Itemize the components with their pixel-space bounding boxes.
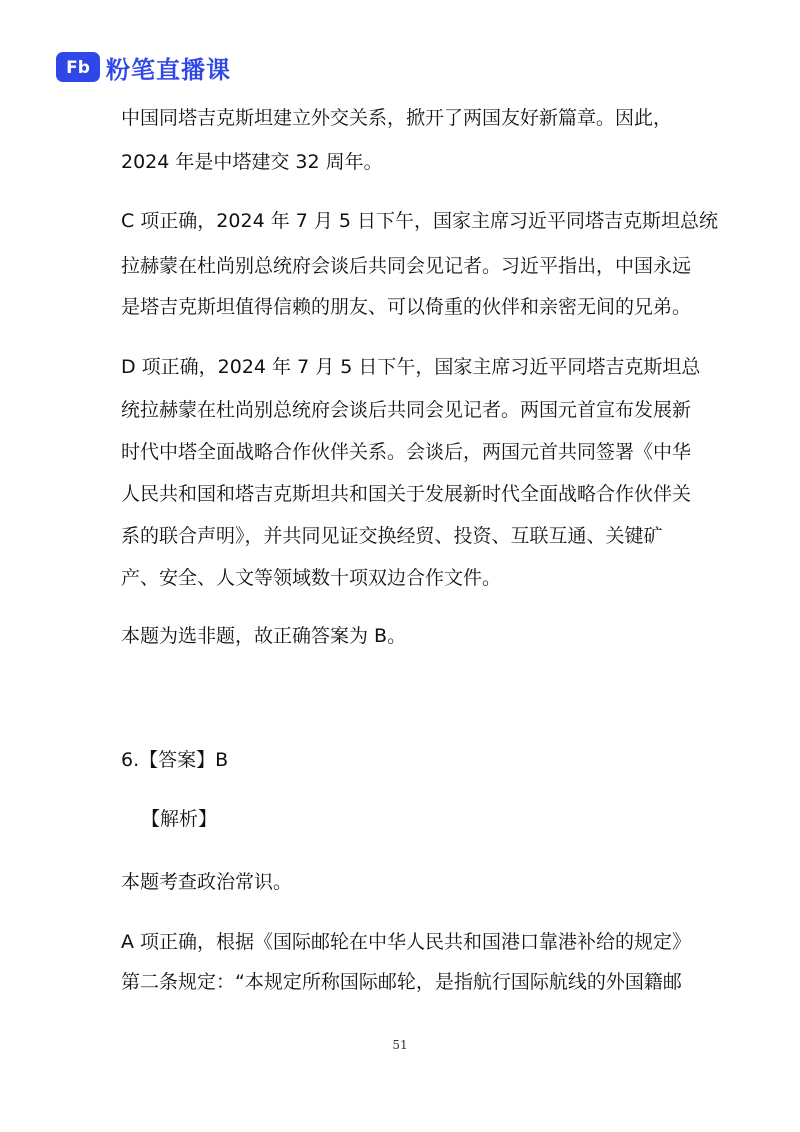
logo-text: Fb: [66, 58, 90, 78]
page-number: 51: [392, 1038, 408, 1052]
analysis-heading: 【解析】: [141, 808, 218, 830]
text-line: 系的联合声明》，并共同见证交换经贸、投资、互联互通、关键矿: [121, 525, 663, 547]
answer-heading: 6.【答案】B: [121, 749, 229, 771]
text-line: D 项正确，2024 年 7 月 5 日下午，国家主席习近平同塔吉克斯坦总: [121, 356, 701, 378]
text-line: 统拉赫蒙在杜尚别总统府会谈后共同会见记者。两国元首宣布发展新: [121, 399, 692, 421]
text-line: 产、安全、人文等领域数十项双边合作文件。: [121, 567, 502, 589]
text-line: 2024 年是中塔建交 32 周年。: [121, 151, 383, 173]
brand-header: [56, 50, 231, 84]
text-line: 本题考查政治常识。: [121, 871, 293, 893]
fenbi-logo-icon: [56, 52, 100, 82]
text-line: 拉赫蒙在杜尚别总统府会谈后共同会见记者。习近平指出，中国永远: [121, 255, 692, 277]
text-line: 第二条规定：“本规定所称国际邮轮，是指航行国际航线的外国籍邮: [121, 971, 682, 993]
text-line: 本题为选非题，故正确答案为 B。: [121, 625, 407, 647]
brand-name: 粉笔直播课: [106, 55, 231, 84]
text-line: 中国同塔吉克斯坦建立外交关系，掀开了两国友好新篇章。因此，: [121, 107, 673, 129]
text-line: 是塔吉克斯坦值得信赖的朋友、可以倚重的伙伴和亲密无间的兄弟。: [121, 296, 692, 318]
text-line: A 项正确，根据《国际邮轮在中华人民共和国港口靠港补给的规定》: [121, 931, 692, 953]
text-line: C 项正确，2024 年 7 月 5 日下午，国家主席习近平同塔吉克斯坦总统: [121, 210, 719, 232]
text-line: 人民共和国和塔吉克斯坦共和国关于发展新时代全面战略合作伙伴关: [121, 483, 692, 505]
text-line: 时代中塔全面战略合作伙伴关系。会谈后，两国元首共同签署《中华: [121, 441, 692, 463]
